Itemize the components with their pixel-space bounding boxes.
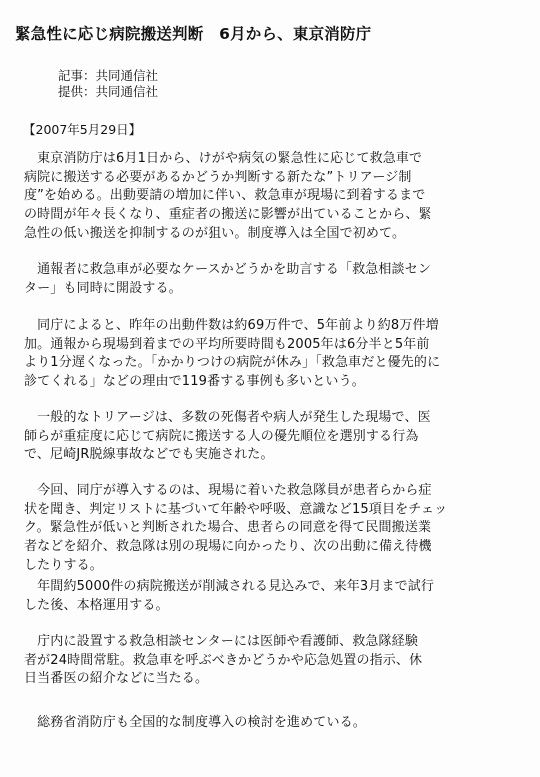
paragraph-line: 度”を始める。出動要請の増加に伴い、救急車が現場に到着するまで — [24, 188, 426, 204]
article-paragraph-4 — [24, 409, 520, 465]
paragraph-line: 急性の低い搬送を抑制するのが狙い。制度導入は全国で初めて。 — [24, 225, 406, 241]
paragraph-line: 庁内に設置する救急相談センターには医師や看護師、救急隊経験 — [24, 634, 418, 649]
paragraph-line: の時間が年々長くなり、重症者の搬送に影響が出ていることから、緊 — [24, 207, 432, 223]
article-paragraph-3 — [24, 317, 520, 392]
article-title: 緊急性に応じ病院搬送判断 6月から、東京消防庁 — [15, 25, 372, 43]
paragraph-line: したりする。 — [24, 557, 103, 573]
writer-credit: 記事：共同通信社 — [58, 68, 159, 83]
paragraph-line: 加。通報から現場到着までの平均所要時間も2005年は6分半と5年前 — [24, 336, 430, 352]
paragraph-line: ク。緊急性が低いと判断された場合、患者らの同意を得て民間搬送業 — [24, 520, 432, 536]
paragraph-line: 総務省消防庁も全国的な制度導入の検討を進めている。 — [24, 715, 366, 730]
paragraph-line: 年間約5000件の病院搬送が削減される見込みで、来年3月まで試行 — [24, 579, 435, 594]
paragraph-line: 同庁によると、昨年の出動件数は約69万件で、5年前より約8万件増 — [24, 318, 439, 333]
paragraph-line: 状を聞き、判定リストに基づいて年齢や呼吸、意識など15項目をチェッ — [24, 501, 448, 517]
paragraph-line: で、尼崎JR脱線事故などでも実施された。 — [24, 447, 274, 463]
paragraph-line: 者などを紹介、救急隊は別の現場に向かったり、次の出動に備え待機 — [24, 539, 432, 555]
paragraph-line: 病院に搬送する必要があるかどうか判断する新たな”トリアージ制 — [24, 169, 412, 185]
paragraph-line: 師らが重症度に応じて病院に搬送する人の優先順位を選別する行為 — [24, 428, 419, 444]
paragraph-line: ター」も同時に開設する。 — [24, 280, 182, 296]
paragraph-line: 日当番医の紹介などに当たる。 — [24, 671, 209, 687]
paragraph-line: 東京消防庁は6月1日から、けがや病気の緊急性に応じて救急車で — [24, 151, 423, 166]
article-paragraph-6 — [24, 578, 520, 615]
paragraph-line: 今回、同庁が導入するのは、現場に着いた救急隊員が患者らから症 — [24, 483, 432, 498]
paragraph-line: 診てくれる」などの理由で119番する事例も多いという。 — [24, 374, 365, 390]
article-paragraph-2 — [24, 261, 520, 298]
paragraph-line: 通報者に救急車が必要なケースかどうかを助言する「救急相談セン — [24, 262, 432, 277]
article-paragraph-7 — [24, 633, 520, 689]
article-date: 【2007年5月29日】 — [23, 122, 142, 137]
article-paragraph-5 — [24, 482, 520, 576]
article-paragraph-8 — [24, 714, 520, 733]
paragraph-line: した後、本格運用する。 — [24, 597, 169, 613]
article-paragraph-1 — [24, 150, 520, 244]
provider-credit: 提供：共同通信社 — [58, 84, 159, 99]
paragraph-line: より1分遅くなった。「かかりつけの病院が休み」「救急車だと優先的に — [24, 355, 441, 371]
paragraph-line: 一般的なトリアージは、多数の死傷者や病人が発生した現場で、医 — [24, 410, 431, 425]
paragraph-line: 者が24時間常駐。救急車を呼ぶべきかどうかや応急処置の指示、休 — [24, 652, 423, 668]
